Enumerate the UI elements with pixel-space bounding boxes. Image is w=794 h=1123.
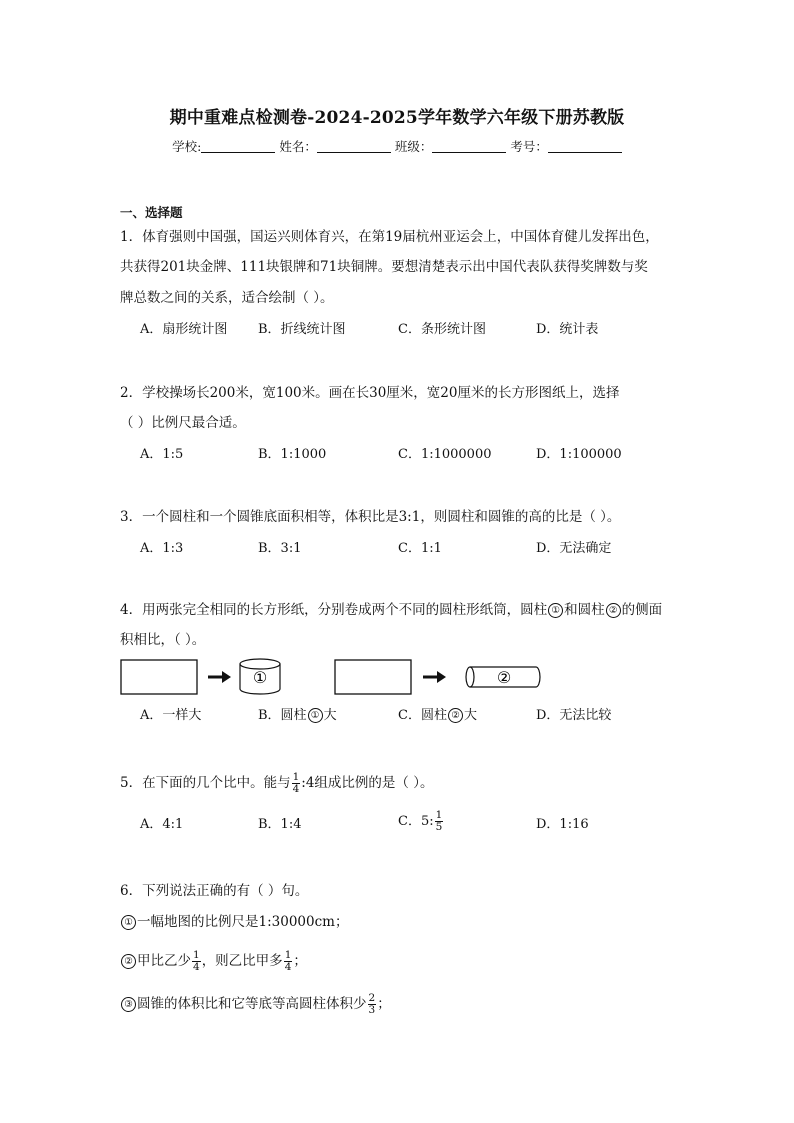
q2-line-1: 2．学校操场长200米，宽100米。画在长30厘米，宽20厘米的长方形图纸上，选择: [120, 385, 620, 401]
q4-line-2: 积相比，（ ）。: [120, 632, 206, 648]
arrow-right-icon: [208, 671, 231, 683]
fraction-denominator: 4: [292, 783, 300, 795]
fraction-denominator: 5: [435, 821, 443, 833]
q5-option-c-text: C．5:: [398, 814, 434, 829]
q6-statement-2-part-a: 甲比乙少: [137, 953, 191, 969]
circled-one-marker: ①: [548, 603, 563, 618]
q5-option-b[interactable]: B．1:4: [258, 817, 302, 832]
q4-option-c[interactable]: [398, 707, 477, 725]
fraction-two-thirds: [368, 993, 377, 1016]
q6-line-1: 6．下列说法正确的有（ ）句。: [120, 883, 309, 899]
q2-option-c[interactable]: C．1:1000000: [398, 447, 492, 462]
fraction-numerator: 1: [284, 949, 292, 961]
q4-cylinder-figure: [118, 656, 548, 700]
q1-line-1: 1．体育强则中国强，国运兴则体育兴，在第19届杭州亚运会上，中国体育健儿发挥出色，: [120, 229, 659, 245]
q2-option-d[interactable]: D．1:100000: [536, 447, 622, 462]
q4-option-b-suffix: 大: [323, 708, 337, 723]
q1-option-b[interactable]: B．折线统计图: [258, 322, 346, 337]
q4-option-b[interactable]: [258, 707, 337, 725]
school-label: 学校:: [172, 139, 202, 154]
q3-line-1: 3．一个圆柱和一个圆锥底面积相等，体积比是3:1，则圆柱和圆锥的高的比是（ ）。: [120, 509, 621, 525]
q3-option-b[interactable]: B．3:1: [258, 541, 302, 556]
q4-option-a[interactable]: A．一样大: [140, 708, 202, 723]
q3-option-c[interactable]: C．1:1: [398, 541, 442, 556]
q6-statement-3: [120, 993, 391, 1016]
q5-option-a[interactable]: A．4:1: [140, 817, 184, 832]
circled-two-marker: ②: [606, 603, 621, 618]
exam-number-blank[interactable]: [548, 139, 622, 153]
name-label: 姓名：: [279, 139, 317, 154]
q3-option-a[interactable]: A．1:3: [140, 541, 184, 556]
q4-option-c-text: C．圆柱: [398, 708, 447, 723]
q2-option-b[interactable]: B．1:1000: [258, 447, 327, 462]
q4-line-1-part-c: 的侧面: [621, 602, 663, 618]
fraction-one-quarter: [292, 772, 301, 795]
q1-option-d[interactable]: D．统计表: [536, 322, 599, 337]
circled-three-marker: ③: [121, 997, 136, 1012]
q5-text-post: :4组成比例的是（ ）。: [301, 775, 434, 791]
q4-line-1-part-a: 4．用两张完全相同的长方形纸，分别卷成两个不同的圆柱形纸筒，圆柱: [120, 602, 548, 618]
fraction-numerator: 1: [292, 771, 300, 783]
student-info-row: [0, 137, 794, 155]
class-blank[interactable]: [432, 139, 506, 153]
cylinder-2-label: ②: [496, 668, 512, 687]
section-heading: 一、选择题: [120, 205, 183, 220]
fraction-one-quarter: [192, 950, 201, 973]
exam-number-label: 考号：: [510, 139, 548, 154]
q4-option-d[interactable]: D．无法比较: [536, 708, 612, 723]
q5-text-pre: 5．在下面的几个比中。能与: [120, 775, 291, 791]
q6-statement-1-text: 一幅地图的比例尺是1:30000cm；: [137, 914, 349, 930]
q1-option-a[interactable]: A．扇形统计图: [140, 322, 228, 337]
fraction-one-fifth: [435, 810, 444, 833]
arrow-right-icon: [423, 671, 446, 683]
q4-line-1: [120, 601, 662, 619]
q6-statement-2-part-c: ；: [293, 953, 307, 969]
circled-one-marker: ①: [308, 708, 323, 723]
page-title: 期中重难点检测卷-2024-2025学年数学六年级下册苏教版: [169, 108, 625, 128]
rectangle-paper-2: [335, 660, 411, 694]
q6-statement-3-part-a: 圆锥的体积比和它等底等高圆柱体积少: [137, 996, 367, 1012]
fraction-numerator: 1: [193, 949, 200, 961]
q6-statement-1: [120, 913, 348, 931]
q6-statement-3-part-b: ；: [377, 996, 391, 1012]
school-blank[interactable]: [201, 139, 275, 153]
upright-cylinder-1: [240, 659, 280, 694]
q1-line-2: 共获得201块金牌、111块银牌和71块铜牌。要想清楚表示出中国代表队获得奖牌数与奖: [120, 259, 648, 275]
q4-line-1-part-b: 和圆柱: [564, 602, 605, 618]
fraction-numerator: 2: [368, 992, 376, 1004]
rectangle-paper-1: [121, 660, 197, 694]
q6-statement-2-part-b: ，则乙比甲多: [201, 953, 283, 969]
class-label: 班级：: [394, 139, 433, 154]
fraction-one-quarter: [284, 950, 293, 973]
fraction-numerator: 1: [435, 809, 443, 821]
q1-option-c[interactable]: C．条形统计图: [398, 322, 486, 337]
q2-option-a[interactable]: A．1:5: [140, 447, 184, 462]
circled-two-marker: ②: [448, 708, 463, 723]
circled-one-marker: ①: [121, 915, 136, 930]
fraction-denominator: 4: [284, 961, 292, 973]
lying-cylinder-2: [466, 667, 540, 687]
cylinder-1-label: ①: [252, 668, 268, 687]
circled-two-marker: ②: [121, 954, 136, 969]
fraction-denominator: 3: [368, 1004, 376, 1016]
q5-option-d[interactable]: D．1:16: [536, 817, 589, 832]
q5-line-1: [120, 772, 433, 795]
q4-option-b-text: B．圆柱: [258, 708, 307, 723]
q2-line-2: （ ）比例尺最合适。: [120, 415, 246, 431]
q3-option-d[interactable]: D．无法确定: [536, 541, 612, 556]
q6-statement-2: [120, 950, 307, 973]
fraction-denominator: 4: [193, 961, 200, 973]
q5-option-c[interactable]: [398, 810, 444, 833]
name-blank[interactable]: [317, 139, 391, 153]
q4-option-c-suffix: 大: [463, 708, 477, 723]
q1-line-3: 牌总数之间的关系，适合绘制（ ）。: [120, 290, 334, 306]
